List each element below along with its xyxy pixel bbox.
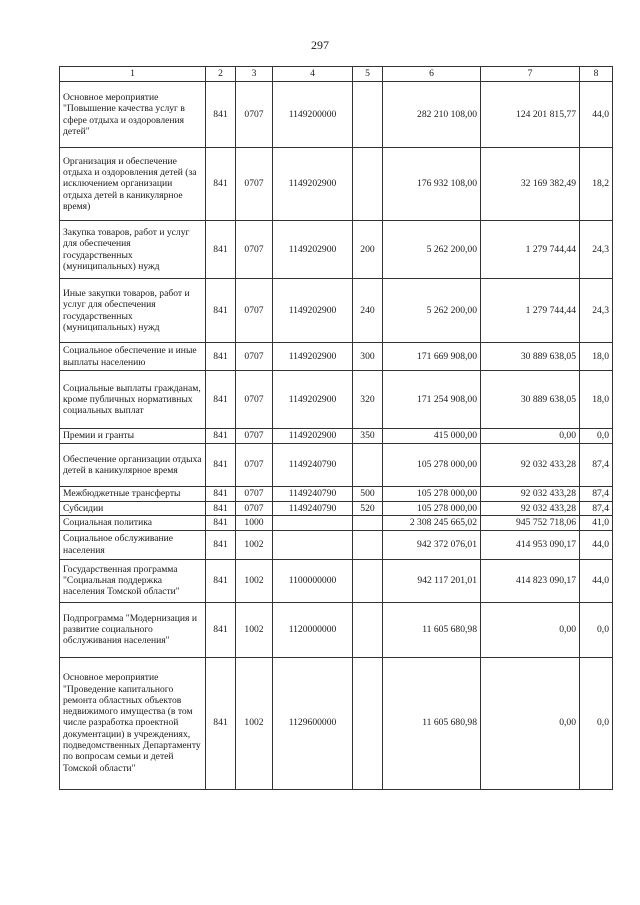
row-target-cell: 1149202900 [273, 429, 353, 444]
row-section-cell: 1002 [236, 559, 273, 602]
row-type-cell: 300 [353, 343, 383, 371]
row-plan-cell: 11 605 680,98 [383, 602, 481, 657]
row-section-cell: 1000 [236, 516, 273, 530]
table-row [60, 502, 613, 516]
row-code-cell: 841 [206, 343, 236, 371]
row-plan-cell: 171 669 908,00 [383, 343, 481, 371]
row-plan-cell: 2 308 245 665,02 [383, 516, 481, 530]
row-type-cell [353, 657, 383, 789]
row-actual-cell: 92 032 433,28 [481, 502, 580, 516]
row-target-cell: 1149202900 [273, 221, 353, 279]
row-code-cell: 841 [206, 221, 236, 279]
row-plan-cell: 171 254 908,00 [383, 371, 481, 429]
row-name-cell: Организация и обеспечение отдыха и оздоровления детей (за исключением организации отдыха детей в каникулярное время) [60, 148, 206, 221]
row-section-cell: 0707 [236, 279, 273, 343]
row-code-cell: 841 [206, 82, 236, 148]
row-section-cell: 0707 [236, 148, 273, 221]
row-percent-cell: 18,0 [580, 371, 613, 429]
row-percent-cell: 18,0 [580, 343, 613, 371]
row-plan-cell: 176 932 108,00 [383, 148, 481, 221]
row-target-cell [273, 530, 353, 559]
table-row [60, 279, 613, 343]
row-plan-cell: 942 372 076,01 [383, 530, 481, 559]
row-type-cell [353, 559, 383, 602]
header-cell: 4 [273, 67, 353, 82]
row-target-cell: 1149202900 [273, 343, 353, 371]
row-target-cell: 1149202900 [273, 279, 353, 343]
row-percent-cell: 18,2 [580, 148, 613, 221]
row-target-cell: 1149240790 [273, 487, 353, 502]
row-plan-cell: 942 117 201,01 [383, 559, 481, 602]
row-target-cell: 1149240790 [273, 502, 353, 516]
row-code-cell: 841 [206, 487, 236, 502]
row-percent-cell: 0,0 [580, 429, 613, 444]
row-plan-cell: 11 605 680,98 [383, 657, 481, 789]
row-code-cell: 841 [206, 657, 236, 789]
row-code-cell: 841 [206, 444, 236, 487]
row-name-cell: Основное мероприятие "Повышение качества услуг в сфере отдыха и оздоровления детей" [60, 82, 206, 148]
table-row [60, 444, 613, 487]
row-name-cell: Межбюджетные трансферты [60, 487, 206, 502]
row-section-cell: 0707 [236, 444, 273, 487]
header-cell: 5 [353, 67, 383, 82]
row-percent-cell: 0,0 [580, 657, 613, 789]
row-actual-cell: 0,00 [481, 657, 580, 789]
header-cell: 1 [60, 67, 206, 82]
row-section-cell: 0707 [236, 221, 273, 279]
row-percent-cell: 87,4 [580, 487, 613, 502]
row-actual-cell: 32 169 382,49 [481, 148, 580, 221]
row-percent-cell: 0,0 [580, 602, 613, 657]
row-code-cell: 841 [206, 530, 236, 559]
row-type-cell [353, 148, 383, 221]
row-type-cell: 320 [353, 371, 383, 429]
row-target-cell: 1129600000 [273, 657, 353, 789]
row-name-cell: Социальные выплаты гражданам, кроме публичных нормативных социальных выплат [60, 371, 206, 429]
table-row [60, 657, 613, 789]
row-section-cell: 0707 [236, 371, 273, 429]
header-cell: 3 [236, 67, 273, 82]
row-plan-cell: 5 262 200,00 [383, 221, 481, 279]
table-row [60, 602, 613, 657]
row-percent-cell: 41,0 [580, 516, 613, 530]
row-actual-cell: 1 279 744,44 [481, 279, 580, 343]
row-name-cell: Социальное обеспечение и иные выплаты населению [60, 343, 206, 371]
table-row [60, 371, 613, 429]
table-row [60, 487, 613, 502]
row-actual-cell: 0,00 [481, 429, 580, 444]
row-type-cell [353, 516, 383, 530]
table-row [60, 221, 613, 279]
row-actual-cell: 1 279 744,44 [481, 221, 580, 279]
row-actual-cell: 30 889 638,05 [481, 343, 580, 371]
row-name-cell: Премии и гранты [60, 429, 206, 444]
row-type-cell [353, 602, 383, 657]
row-type-cell: 350 [353, 429, 383, 444]
row-type-cell: 240 [353, 279, 383, 343]
table-row [60, 559, 613, 602]
page-number: 297 [311, 38, 329, 52]
row-plan-cell: 5 262 200,00 [383, 279, 481, 343]
budget-table [59, 66, 613, 790]
row-percent-cell: 24,3 [580, 279, 613, 343]
row-code-cell: 841 [206, 602, 236, 657]
table-row [60, 148, 613, 221]
row-plan-cell: 105 278 000,00 [383, 487, 481, 502]
row-actual-cell: 414 953 090,17 [481, 530, 580, 559]
header-row [60, 67, 613, 82]
row-name-cell: Социальное обслуживание населения [60, 530, 206, 559]
row-actual-cell: 92 032 433,28 [481, 444, 580, 487]
row-name-cell: Государственная программа "Социальная поддержка населения Томской области" [60, 559, 206, 602]
row-target-cell: 1149240790 [273, 444, 353, 487]
row-actual-cell: 414 823 090,17 [481, 559, 580, 602]
row-target-cell: 1149202900 [273, 371, 353, 429]
row-code-cell: 841 [206, 516, 236, 530]
row-name-cell: Закупка товаров, работ и услуг для обеспечения государственных (муниципальных) нужд [60, 221, 206, 279]
row-name-cell: Субсидии [60, 502, 206, 516]
row-section-cell: 0707 [236, 429, 273, 444]
row-percent-cell: 44,0 [580, 559, 613, 602]
row-actual-cell: 92 032 433,28 [481, 487, 580, 502]
row-section-cell: 1002 [236, 657, 273, 789]
row-target-cell: 1149200000 [273, 82, 353, 148]
row-plan-cell: 105 278 000,00 [383, 502, 481, 516]
row-type-cell [353, 444, 383, 487]
row-type-cell: 200 [353, 221, 383, 279]
header-cell: 7 [481, 67, 580, 82]
table-row [60, 343, 613, 371]
row-section-cell: 0707 [236, 343, 273, 371]
row-name-cell: Социальная политика [60, 516, 206, 530]
row-actual-cell: 0,00 [481, 602, 580, 657]
row-target-cell: 1100000000 [273, 559, 353, 602]
row-type-cell [353, 82, 383, 148]
row-section-cell: 1002 [236, 602, 273, 657]
row-section-cell: 0707 [236, 82, 273, 148]
row-name-cell: Основное мероприятие "Проведение капитального ремонта областных объектов недвижимого имущества (в том числе разработка проектной документации) в учреждениях, подведомственных Департаменту по вопросам семьи и детей Томской области" [60, 657, 206, 789]
header-cell: 6 [383, 67, 481, 82]
table-row [60, 530, 613, 559]
row-type-cell [353, 530, 383, 559]
row-plan-cell: 105 278 000,00 [383, 444, 481, 487]
row-code-cell: 841 [206, 371, 236, 429]
row-code-cell: 841 [206, 279, 236, 343]
row-section-cell: 0707 [236, 487, 273, 502]
table-row [60, 429, 613, 444]
row-code-cell: 841 [206, 148, 236, 221]
row-percent-cell: 44,0 [580, 530, 613, 559]
row-section-cell: 1002 [236, 530, 273, 559]
row-plan-cell: 415 000,00 [383, 429, 481, 444]
row-code-cell: 841 [206, 559, 236, 602]
row-actual-cell: 30 889 638,05 [481, 371, 580, 429]
row-percent-cell: 24,3 [580, 221, 613, 279]
row-target-cell: 1120000000 [273, 602, 353, 657]
row-percent-cell: 87,4 [580, 444, 613, 487]
row-plan-cell: 282 210 108,00 [383, 82, 481, 148]
header-cell: 8 [580, 67, 613, 82]
row-name-cell: Обеспечение организации отдыха детей в каникулярное время [60, 444, 206, 487]
row-code-cell: 841 [206, 429, 236, 444]
row-name-cell: Иные закупки товаров, работ и услуг для обеспечения государственных (муниципальных) нужд [60, 279, 206, 343]
row-target-cell [273, 516, 353, 530]
row-target-cell: 1149202900 [273, 148, 353, 221]
row-code-cell: 841 [206, 502, 236, 516]
row-actual-cell: 124 201 815,77 [481, 82, 580, 148]
row-percent-cell: 44,0 [580, 82, 613, 148]
row-section-cell: 0707 [236, 502, 273, 516]
row-actual-cell: 945 752 718,06 [481, 516, 580, 530]
table-row [60, 516, 613, 530]
row-type-cell: 520 [353, 502, 383, 516]
header-cell: 2 [206, 67, 236, 82]
table-row [60, 82, 613, 148]
row-name-cell: Подпрограмма "Модернизация и развитие социального обслуживания населения" [60, 602, 206, 657]
row-percent-cell: 87,4 [580, 502, 613, 516]
row-type-cell: 500 [353, 487, 383, 502]
